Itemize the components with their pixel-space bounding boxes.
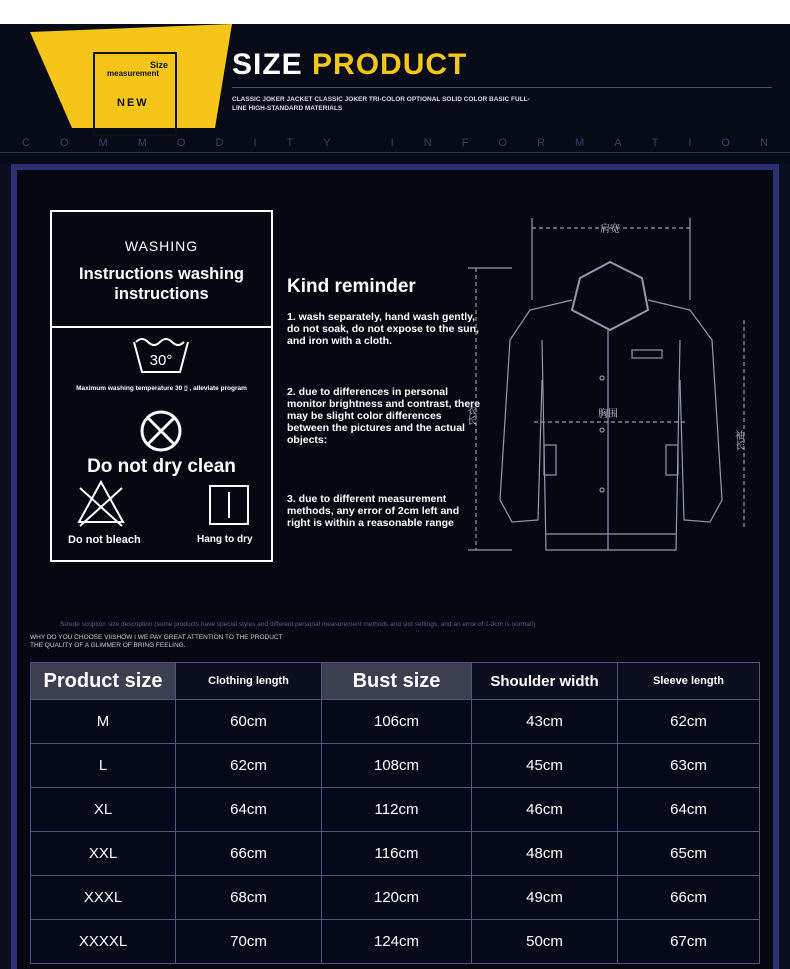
banner-letter: T — [651, 137, 659, 149]
no-bleach-text: Do not bleach — [68, 534, 141, 546]
banner-letter: A — [614, 137, 622, 149]
size-table — [30, 662, 760, 964]
measurement-cell: 65cm — [618, 832, 760, 876]
hang-to-dry-text: Hang to dry — [197, 534, 253, 545]
wash-temp-label: 30° — [149, 352, 173, 369]
diagram-shoulder-label: 肩宽 — [600, 224, 620, 235]
banner-letter: N — [423, 137, 432, 149]
kind-reminder-title: Kind reminder — [287, 276, 416, 297]
title-product: PRODUCT — [312, 48, 468, 81]
why-choose-text — [30, 634, 283, 650]
banner-letter: C — [22, 137, 30, 149]
measurement-cell: 64cm — [176, 788, 322, 832]
size-table-header — [31, 663, 760, 700]
badge-new-label: NEW — [117, 97, 149, 109]
why-line-2: THE QUALITY OF A GLIMMER OF BRING FEELING. — [30, 642, 186, 649]
measurement-cell: 60cm — [176, 700, 322, 744]
header-subtitle: CLASSIC JOKER JACKET CLASSIC JOKER TRI-COLOR OPTIONAL SOLID COLOR BASIC FULL-LINE HIGH-STANDARD MATERIALS — [232, 96, 530, 112]
reminder-note-2: 2. due to differences in personal monitor brightness and contrast, there may be slight color differences between the pictures and the actual objects: — [287, 386, 481, 446]
table-row — [31, 788, 760, 832]
size-cell: XXXL — [31, 876, 176, 920]
measurement-cell: 112cm — [322, 788, 472, 832]
banner-letter: N — [759, 137, 768, 149]
banner-letter: M — [98, 137, 108, 149]
table-row — [31, 920, 760, 964]
measurement-cell: 68cm — [176, 876, 322, 920]
table-row — [31, 876, 760, 920]
measurement-cell: 50cm — [472, 920, 618, 964]
banner-letter: M — [137, 137, 147, 149]
banner-letter: I — [688, 137, 692, 149]
measurement-cell: 108cm — [322, 744, 472, 788]
measurement-cell: 46cm — [472, 788, 618, 832]
size-cell: XL — [31, 788, 176, 832]
washing-instructions-box — [50, 210, 273, 562]
banner-letter: M — [575, 137, 585, 149]
no-dry-clean-icon — [138, 408, 184, 454]
washing-title: WASHING — [124, 238, 199, 254]
why-line-1: WHY DO YOU CHOOSE VIISHOW I WE PAY GREAT ATTENTION TO THE PRODUCT — [30, 634, 283, 641]
measurement-cell: 64cm — [618, 788, 760, 832]
measurement-cell: 66cm — [618, 876, 760, 920]
badge-measurement-text: measurement — [107, 69, 160, 78]
top-white-strip — [0, 0, 790, 24]
measurement-cell: 120cm — [322, 876, 472, 920]
measurement-cell: 116cm — [322, 832, 472, 876]
table-row — [31, 700, 760, 744]
size-cell: L — [31, 744, 176, 788]
banner-letter: O — [176, 137, 186, 149]
measurement-cell: 49cm — [472, 876, 618, 920]
badge-size-text: Size — [150, 60, 169, 70]
banner-letter: D — [215, 137, 224, 149]
header-clothing-length: Clothing length — [176, 663, 322, 700]
banner-letter: I — [253, 137, 257, 149]
no-bleach-icon — [76, 478, 126, 528]
header-sleeve-length: Sleeve length — [618, 663, 760, 700]
banner-letter: I — [390, 137, 394, 149]
size-description: Sizede scription size description (some products have special styles and different personal measurement methods and slot settings, and an error of 1-3cm is normal!) — [60, 621, 536, 628]
measurement-cell: 45cm — [472, 744, 618, 788]
measurement-cell: 48cm — [472, 832, 618, 876]
size-cell: XXL — [31, 832, 176, 876]
size-cell: M — [31, 700, 176, 744]
measurement-cell: 67cm — [618, 920, 760, 964]
measurement-cell: 63cm — [618, 744, 760, 788]
wash-tub-icon — [132, 332, 192, 380]
diagram-length-label: 衣长 — [464, 405, 476, 425]
banner-letter: O — [498, 137, 508, 149]
header-divider — [0, 152, 790, 153]
measurement-cell: 62cm — [176, 744, 322, 788]
banner-letter: R — [537, 137, 545, 149]
title-divider — [232, 87, 772, 88]
commodity-information-banner — [0, 137, 790, 149]
measurement-cell: 43cm — [472, 700, 618, 744]
washing-subtitle: Instructions washing instructions — [78, 265, 245, 303]
banner-letter: O — [721, 137, 730, 149]
measurement-cell: 70cm — [176, 920, 322, 964]
header-product-size: Product size — [31, 663, 176, 700]
reminder-note-3: 3. due to different measurement methods, any error of 2cm left and right is within a reasonable range — [287, 493, 460, 529]
banner-letter: Y — [323, 137, 331, 149]
max-temp-text: Maximum washing temperature 30 ▯ , alleviate program — [76, 385, 247, 392]
table-row — [31, 744, 760, 788]
diagram-chest-label: 胸围 — [598, 409, 618, 420]
measurement-cell: 106cm — [322, 700, 472, 744]
jacket-diagram — [460, 200, 760, 570]
size-cell: XXXXL — [31, 920, 176, 964]
title-size: SIZE — [232, 48, 303, 81]
hang-to-dry-icon — [208, 484, 250, 526]
washing-header — [52, 212, 271, 328]
diagram-sleeve-label: 袖长 — [732, 430, 744, 450]
measurement-cell: 124cm — [322, 920, 472, 964]
header-bust-size: Bust size — [322, 663, 472, 700]
table-row — [31, 832, 760, 876]
banner-letter: F — [461, 137, 469, 149]
measurement-cell: 62cm — [618, 700, 760, 744]
banner-letter: O — [59, 137, 69, 149]
measurement-cell: 66cm — [176, 832, 322, 876]
no-dry-clean-text: Do not dry clean — [87, 456, 236, 477]
reminder-note-1: 1. wash separately, hand wash gently, do not soak, do not expose to the sun, and iron with a cloth. — [287, 311, 479, 347]
page-title — [232, 48, 467, 82]
banner-letter: T — [286, 137, 294, 149]
header-shoulder-width: Shoulder width — [472, 663, 618, 700]
